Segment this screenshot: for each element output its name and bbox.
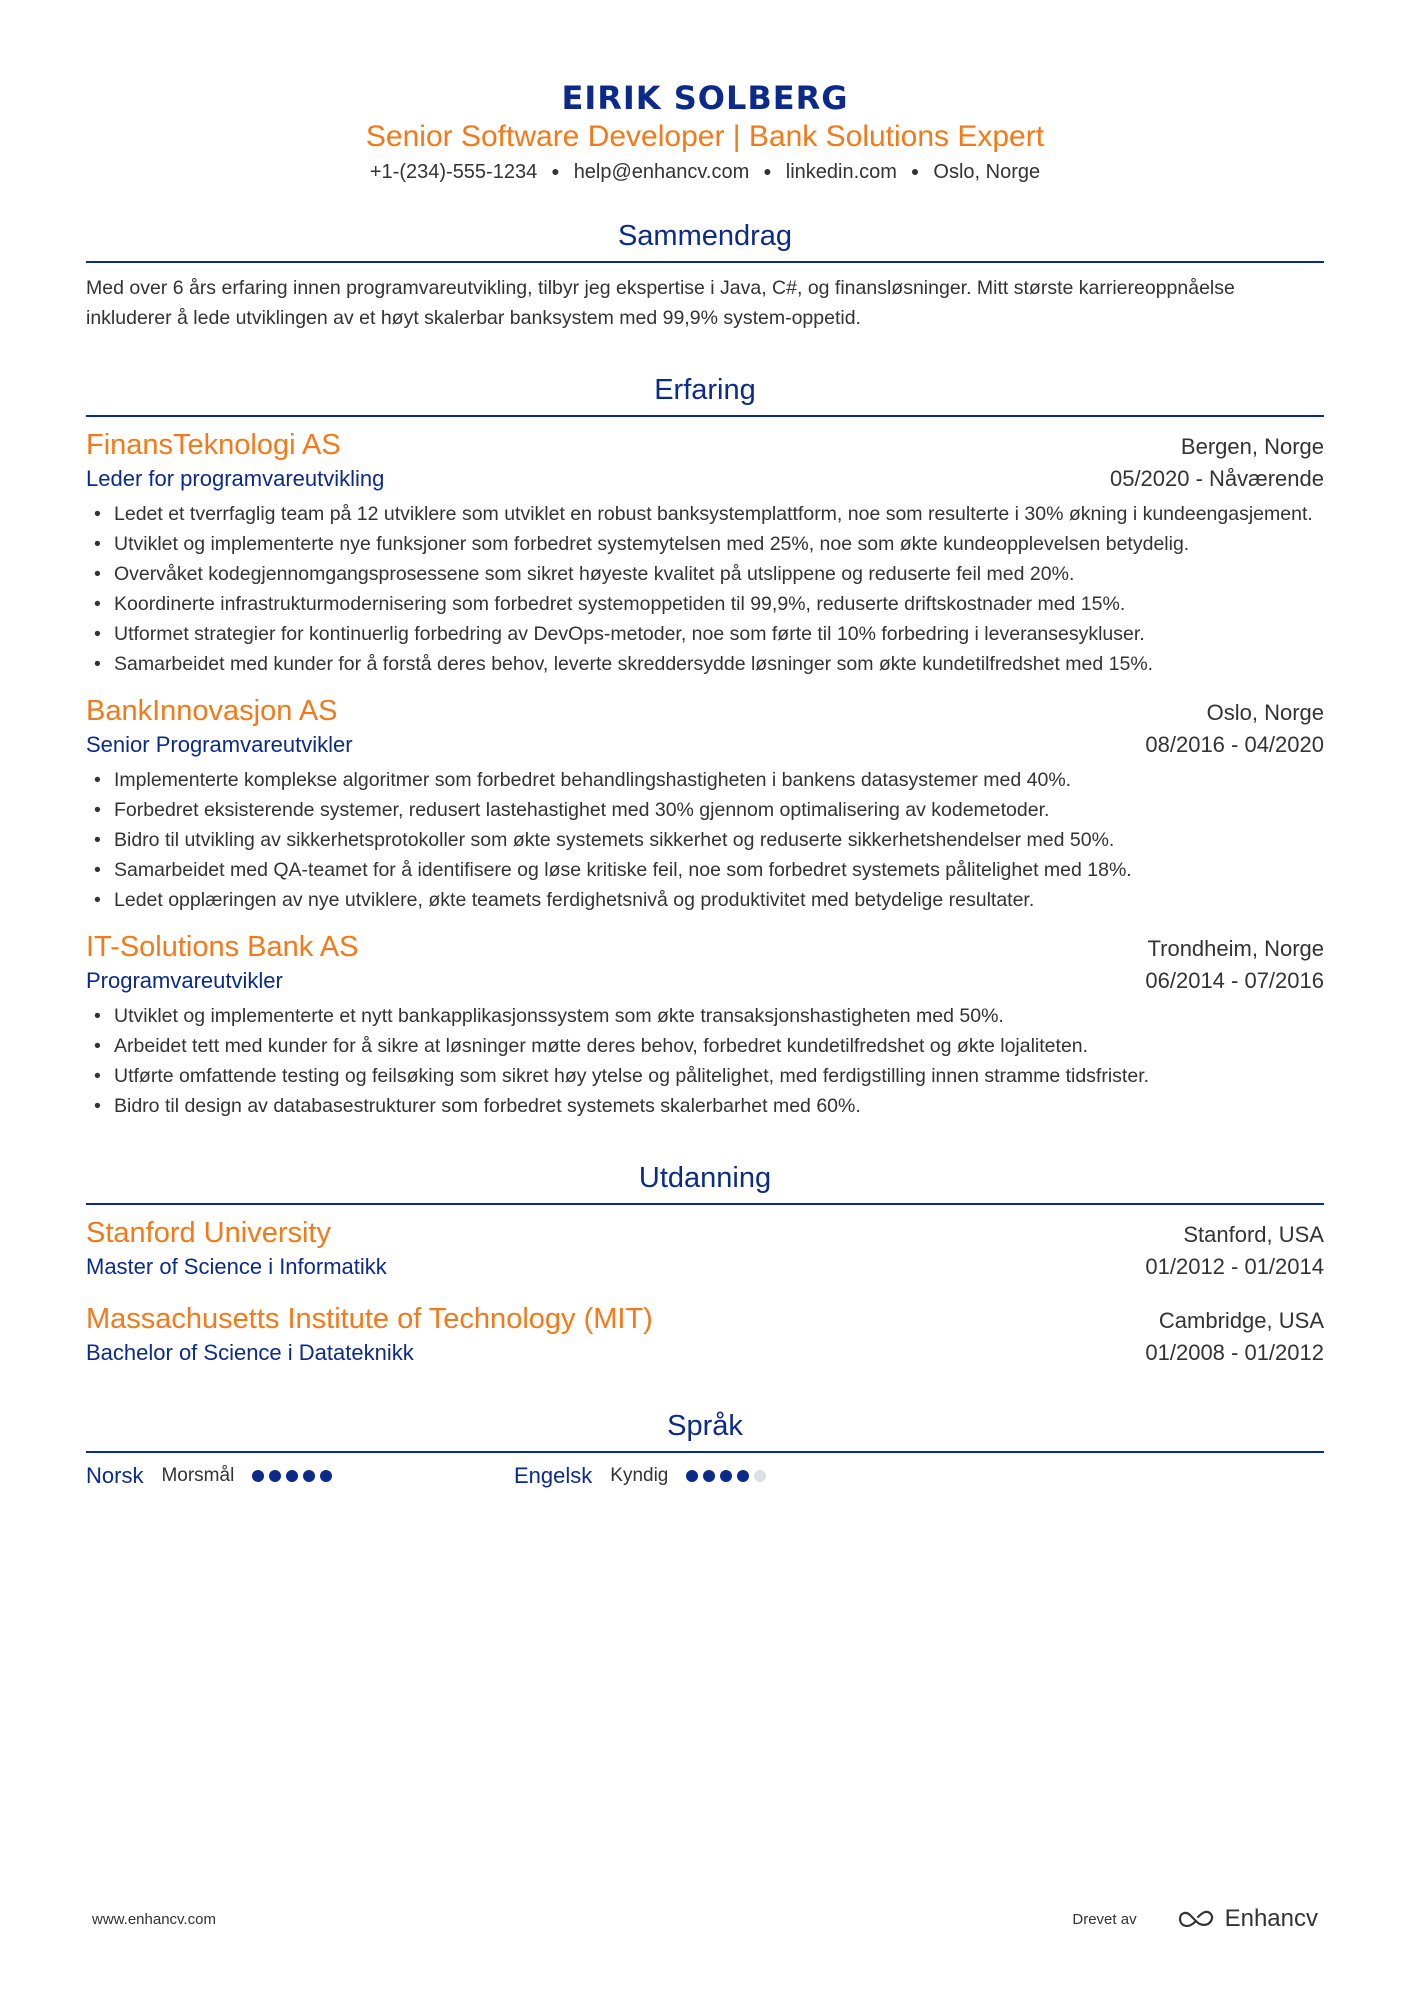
list-item: • Utførte omfattende testing og feilsøking som sikret høy ytelse og pålitelighet, med ferdigstilling innen stramme tidsfrister. bbox=[86, 1061, 1324, 1091]
list-item: • Overvåket kodegjennomgangsprosessene som sikret høyeste kvalitet på utslippene og reduserte feil med 20%. bbox=[86, 559, 1324, 589]
list-item: • Ledet et tverrfaglig team på 12 utviklere som utviklet en robust banksystemplattform, noe som resulterte i 30% økning i kundeengasjement. bbox=[86, 499, 1324, 529]
candidate-title: Senior Software Developer | Bank Solutions Expert bbox=[365, 120, 1045, 153]
section-divider bbox=[86, 1451, 1324, 1453]
company-name: IT-Solutions Bank AS bbox=[86, 931, 359, 963]
job-role: Programvareutvikler bbox=[86, 968, 283, 993]
rating-dot-filled bbox=[286, 1470, 298, 1482]
job-role: Senior Programvareutvikler bbox=[86, 732, 353, 757]
job-location: Oslo, Norge bbox=[1206, 700, 1324, 725]
job-header bbox=[86, 929, 1324, 965]
contact-line bbox=[86, 156, 1324, 187]
job-subheader bbox=[86, 463, 1324, 495]
rating-dot-filled bbox=[686, 1470, 698, 1482]
section-divider bbox=[86, 1203, 1324, 1205]
candidate-name: EIRIK SOLBERG bbox=[561, 79, 849, 117]
languages-section bbox=[86, 1407, 1324, 1489]
job-subheader bbox=[86, 965, 1324, 997]
school-name: Stanford University bbox=[86, 1217, 331, 1249]
list-item: • Samarbeidet med QA-teamet for å identifisere og løse kritiske feil, noe som forbedret systemets pålitelighet med 18%. bbox=[86, 855, 1324, 885]
languages-list bbox=[86, 1463, 1324, 1489]
rating-dot-filled bbox=[303, 1470, 315, 1482]
job-dates: 05/2020 - Nåværende bbox=[1109, 466, 1324, 491]
school-location: Stanford, USA bbox=[1183, 1222, 1324, 1247]
resume-header bbox=[86, 0, 1324, 187]
job-subheader bbox=[86, 729, 1324, 761]
education-entry bbox=[86, 1215, 1324, 1283]
powered-by-label: Drevet av bbox=[1072, 1910, 1137, 1928]
list-item: • Bidro til design av databasestrukturer som forbedret systemets skalerbarhet med 60%. bbox=[86, 1091, 1324, 1121]
summary-section bbox=[86, 217, 1324, 333]
resume-page bbox=[86, 0, 1324, 1489]
summary-text: Med over 6 års erfaring innen programvareutvikling, tilbyr jeg ekspertise i Java, C#, og finansløsninger. Mitt største karriereoppnåelse inkluderer å lede utviklingen av et høyt skalerbar banksystem med 99,9% system-oppetid. bbox=[86, 277, 1235, 329]
education-header bbox=[86, 1301, 1324, 1337]
language-name: Norsk bbox=[86, 1463, 144, 1488]
list-item: • Forbedret eksisterende systemer, redusert lastehastighet med 30% gjennom optimalisering av kodemetoder. bbox=[86, 795, 1324, 825]
degree: Bachelor of Science i Datateknikk bbox=[86, 1340, 414, 1365]
education-header bbox=[86, 1215, 1324, 1251]
education-entry bbox=[86, 1301, 1324, 1369]
rating-dot-filled bbox=[320, 1470, 332, 1482]
rating-dot-empty bbox=[754, 1470, 766, 1482]
education-subheader bbox=[86, 1337, 1324, 1369]
list-item: • Implementerte komplekse algoritmer som forbedret behandlingshastigheten i bankens datasystemer med 40%. bbox=[86, 765, 1324, 795]
job-header bbox=[86, 427, 1324, 463]
enhancv-logo[interactable] bbox=[1177, 1905, 1318, 1933]
company-name: FinansTeknologi AS bbox=[86, 429, 341, 461]
rating-dot-filled bbox=[252, 1470, 264, 1482]
separator-dot: ● bbox=[551, 163, 560, 179]
job-entry bbox=[86, 693, 1324, 915]
company-name: BankInnovasjon AS bbox=[86, 695, 338, 727]
job-bullets bbox=[86, 765, 1324, 915]
job-bullets bbox=[86, 1001, 1324, 1121]
job-location: Bergen, Norge bbox=[1180, 434, 1324, 459]
rating-dot-filled bbox=[269, 1470, 281, 1482]
section-heading-experience: Erfaring bbox=[654, 374, 756, 406]
section-divider bbox=[86, 415, 1324, 417]
rating-dot-filled bbox=[720, 1470, 732, 1482]
section-heading-languages: Språk bbox=[667, 1410, 743, 1442]
job-dates: 06/2014 - 07/2016 bbox=[1145, 968, 1324, 993]
list-item: • Ledet opplæringen av nye utviklere, økte teamets ferdighetsnivå og produktivitet med betydelige resultater. bbox=[86, 885, 1324, 915]
school-location: Cambridge, USA bbox=[1158, 1308, 1324, 1333]
school-name: Massachusetts Institute of Technology (MIT) bbox=[86, 1303, 653, 1335]
job-location: Trondheim, Norge bbox=[1147, 936, 1324, 961]
email[interactable]: help@enhancv.com bbox=[573, 161, 750, 183]
rating-dot-filled bbox=[737, 1470, 749, 1482]
language-name: Engelsk bbox=[514, 1463, 593, 1488]
degree: Master of Science i Informatikk bbox=[86, 1254, 387, 1279]
list-item: • Utviklet og implementerte et nytt bankapplikasjonssystem som økte transaksjonshastigheten med 50%. bbox=[86, 1001, 1324, 1031]
language-level: Kyndig bbox=[610, 1465, 669, 1486]
enhancv-logo-icon bbox=[1177, 1908, 1217, 1930]
job-dates: 08/2016 - 04/2020 bbox=[1145, 732, 1324, 757]
experience-section bbox=[86, 371, 1324, 1121]
list-item: • Samarbeidet med kunder for å forstå deres behov, leverte skreddersydde løsninger som økte kundetilfredshet med 15%. bbox=[86, 649, 1324, 679]
list-item: • Utformet strategier for kontinuerlig forbedring av DevOps-metoder, noe som førte til 10% forbedring i leveransesykluser. bbox=[86, 619, 1324, 649]
education-section bbox=[86, 1159, 1324, 1369]
list-item: • Bidro til utvikling av sikkerhetsprotokoller som økte systemets sikkerhet og reduserte sikkerhetshendelser med 50%. bbox=[86, 825, 1324, 855]
location: Oslo, Norge bbox=[933, 161, 1041, 183]
section-heading-summary: Sammendrag bbox=[617, 220, 793, 252]
rating-dot-filled bbox=[703, 1470, 715, 1482]
separator-dot: ● bbox=[910, 163, 920, 179]
list-item: • Arbeidet tett med kunder for å sikre at løsninger møtte deres behov, forbedret kundetilfredshet og økte lojaliteten. bbox=[86, 1031, 1324, 1061]
job-entry bbox=[86, 427, 1324, 679]
language-item bbox=[86, 1463, 514, 1489]
list-item: • Utviklet og implementerte nye funksjoner som forbedret systemytelsen med 25%, noe som økte kundeopplevelsen betydelig. bbox=[86, 529, 1324, 559]
language-rating bbox=[252, 1470, 332, 1482]
job-entry bbox=[86, 929, 1324, 1121]
linkedin-link[interactable]: linkedin.com bbox=[785, 161, 897, 183]
list-item: • Koordinerte infrastrukturmodernisering som forbedret systemoppetiden til 99,9%, reduserte driftskostnader med 15%. bbox=[86, 589, 1324, 619]
education-dates: 01/2012 - 01/2014 bbox=[1145, 1254, 1324, 1279]
language-level: Morsmål bbox=[161, 1465, 235, 1486]
education-dates: 01/2008 - 01/2012 bbox=[1145, 1340, 1324, 1365]
powered-by bbox=[1072, 1905, 1318, 1933]
phone: +1-(234)-555-1234 bbox=[369, 161, 538, 183]
education-subheader bbox=[86, 1251, 1324, 1283]
job-header bbox=[86, 693, 1324, 729]
job-bullets bbox=[86, 499, 1324, 679]
enhancv-logo-text: Enhancv bbox=[1224, 1905, 1318, 1932]
website-link[interactable]: www.enhancv.com bbox=[92, 1910, 216, 1928]
page-footer bbox=[92, 1905, 1318, 1933]
job-role: Leder for programvareutvikling bbox=[86, 466, 385, 491]
section-heading-education: Utdanning bbox=[638, 1162, 772, 1194]
language-rating bbox=[686, 1470, 766, 1482]
separator-dot: ● bbox=[763, 163, 772, 179]
language-item bbox=[514, 1463, 942, 1489]
section-divider bbox=[86, 261, 1324, 263]
